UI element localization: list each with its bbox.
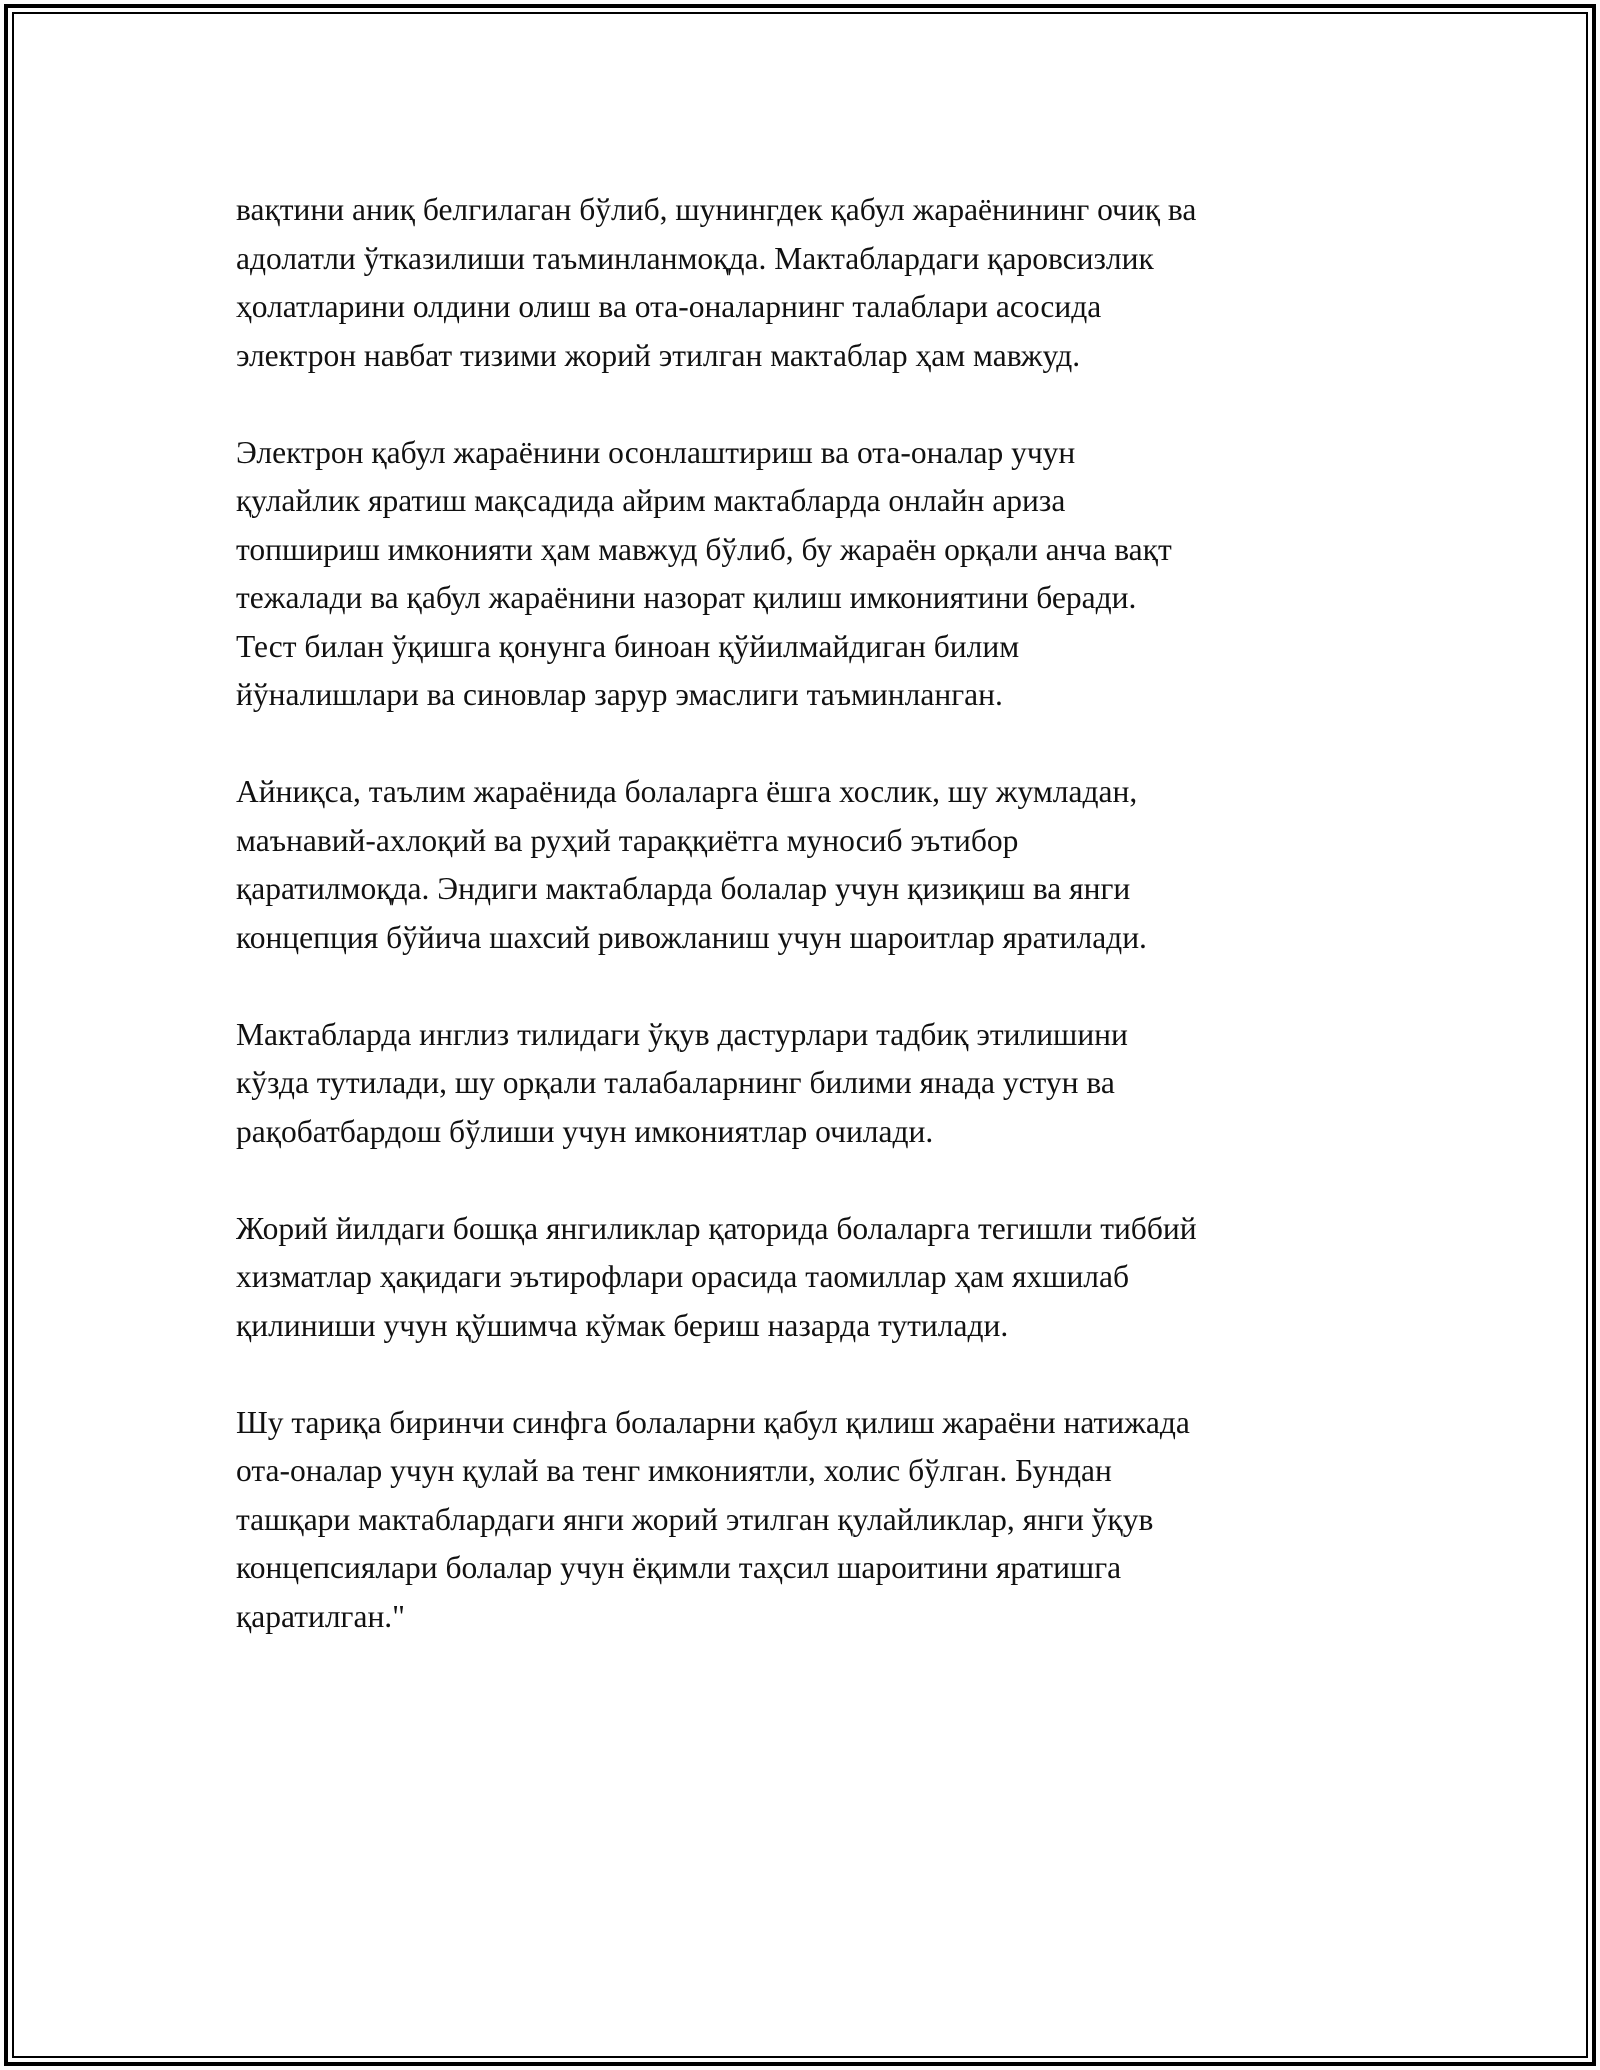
text-line: ҳолатларини олдини олиш ва ота-оналарнинг талаблари асосида: [236, 289, 1102, 324]
paragraph-5: [236, 1205, 1396, 1351]
text-line: ота-оналар учун қулай ва тенг имкониятли, холис бўлган. Бундан: [236, 1453, 1112, 1488]
text-line: қаратилмоқда. Эндиги мактабларда болалар учун қизиқиш ва янги: [236, 871, 1131, 906]
text-line: йўналишлари ва синовлар зарур эмаслиги таъминланган.: [236, 677, 1003, 712]
text-line: тежалади ва қабул жараёнини назорат қилиш имкониятини беради.: [236, 580, 1137, 615]
text-line: вақтини аниқ белгилаган бўлиб, шунингдек қабул жараёнининг очиқ ва: [236, 192, 1197, 227]
text-line: кўзда тутилади, шу орқали талабаларнинг билими янада устун ва: [236, 1065, 1115, 1100]
text-line: рақобатбардош бўлиши учун имкониятлар очилади.: [236, 1113, 934, 1149]
text-line: Шу тариқа биринчи синфга болаларни қабул қилиш жараёни натижада: [236, 1404, 1190, 1440]
text-line: Электрон қабул жараёнини осонлаштириш ва ота-оналар учун: [236, 434, 1076, 470]
paragraph-3: [236, 768, 1396, 962]
text-line: маънавий-ахлоқий ва руҳий тараққиётга муносиб эътибор: [236, 822, 1019, 858]
text-line: Мактабларда инглиз тилидаги ўқув дастурлари тадбиқ этилишини: [236, 1016, 1128, 1052]
text-line: адолатли ўтказилиши таъминланмоқда. Мактаблардаги қаровсизлик: [236, 240, 1154, 276]
text-line: қилиниши учун қўшимча кўмак бериш назарда тутилади.: [236, 1307, 1009, 1343]
document-body: [236, 186, 1396, 1690]
text-line: хизматлар ҳақидаги эътирофлари орасида таомиллар ҳам яхшилаб: [236, 1259, 1130, 1294]
paragraph-2: [236, 429, 1396, 720]
text-line: Жорий йилдаги бошқа янгиликлар қаторида болаларга тегишли тиббий: [236, 1210, 1197, 1246]
text-line: ташқари мактаблардаги янги жорий этилган қулайликлар, янги ўқув: [236, 1501, 1154, 1537]
text-line: Тест билан ўқишга қонунга биноан қўйилмайдиган билим: [236, 628, 1020, 664]
text-line: концепсиялари болалар учун ёқимли таҳсил шароитини яратишга: [236, 1550, 1122, 1585]
paragraph-4: [236, 1011, 1396, 1157]
text-line: топшириш имконияти ҳам мавжуд бўлиб, бу жараён орқали анча вақт: [236, 531, 1172, 567]
text-line: Айниқса, таълим жараёнида болаларга ёшга хослик, шу жумладан,: [236, 774, 1138, 809]
text-line: концепция бўйича шахсий ривожланиш учун шароитлар яратилади.: [236, 919, 1147, 955]
text-line: қулайлик яратиш мақсадида айрим мактабларда онлайн ариза: [236, 483, 1066, 518]
paragraph-1: [236, 186, 1396, 380]
text-line: қаратилган.": [236, 1598, 406, 1634]
text-line: электрон навбат тизими жорий этилган мактаблар ҳам мавжуд.: [236, 337, 1081, 373]
paragraph-6: [236, 1399, 1396, 1642]
